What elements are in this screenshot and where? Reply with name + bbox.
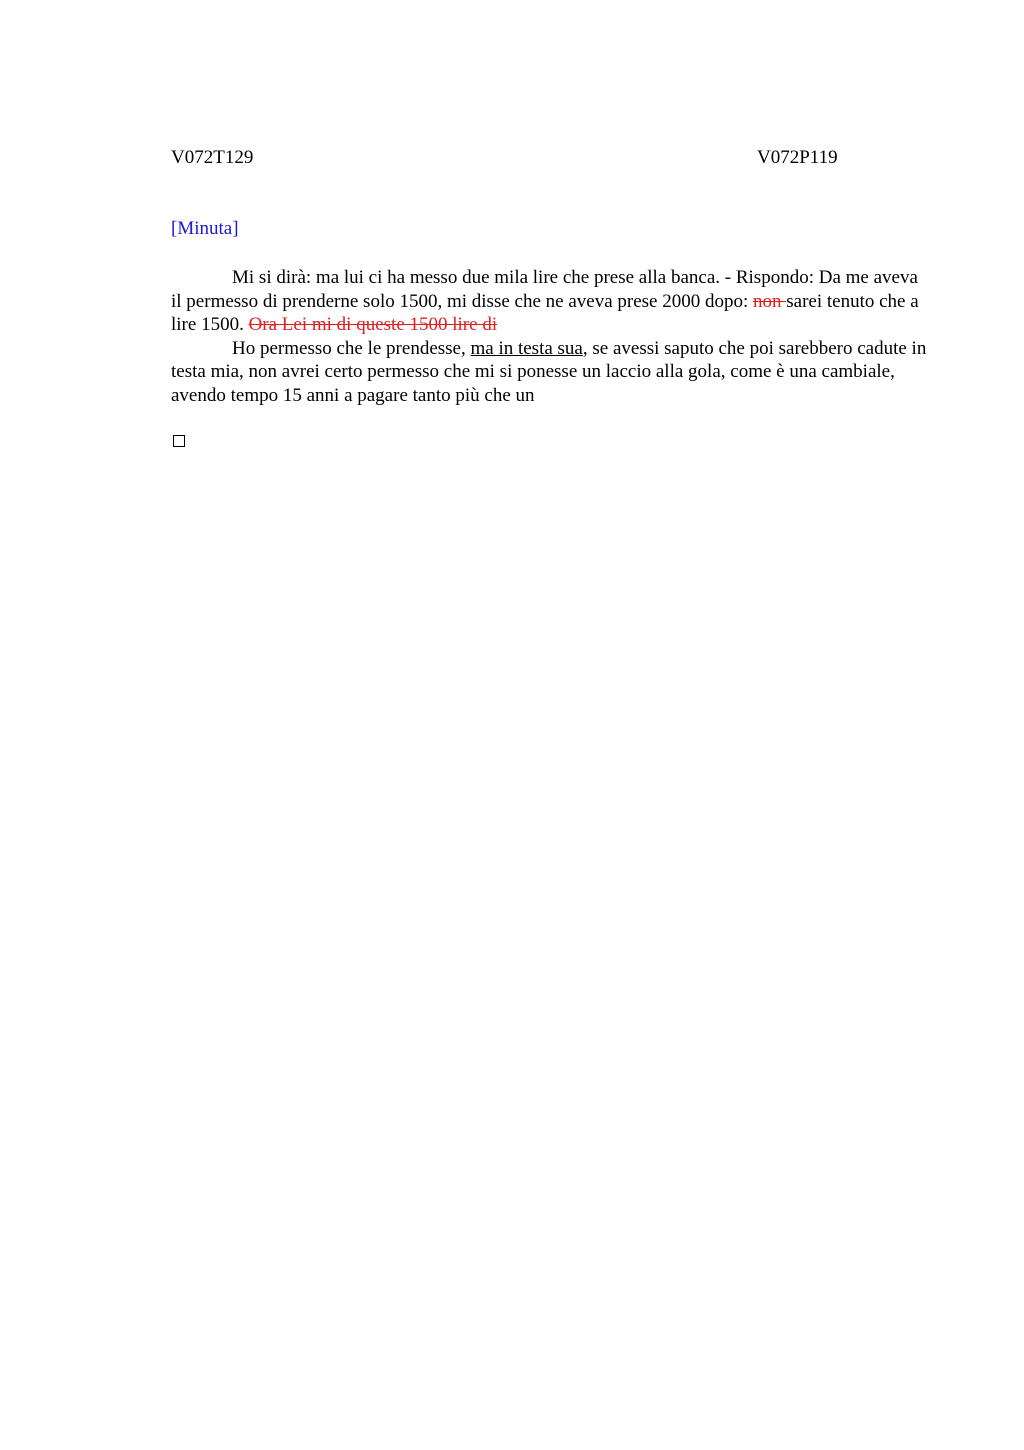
underlined-text: ma in testa sua bbox=[470, 337, 583, 359]
body-text bbox=[171, 266, 927, 407]
paragraph-1 bbox=[171, 266, 927, 337]
paragraph-1-text-a: Mi si dirà: ma lui ci ha messo due mila lire che prese alla banca. - Rispondo: Da me aveva il permesso di prenderne solo 1500, mi disse che ne aveva prese 2000 dopo: bbox=[171, 267, 918, 312]
paragraph-1-text-b: sarei tenuto che a lire 1500. bbox=[171, 290, 919, 335]
paragraph-2 bbox=[171, 337, 927, 408]
deleted-text-2: Ora Lei mi di queste 1500 lire di bbox=[248, 314, 498, 335]
page-header bbox=[171, 146, 851, 170]
document-code-right: V072P119 bbox=[757, 147, 838, 168]
deleted-text-1: non bbox=[753, 290, 787, 312]
document-code-left: V072T129 bbox=[171, 147, 254, 168]
square-outline-icon bbox=[173, 435, 185, 447]
paragraph-2-text-b: , se avessi saputo che poi sarebbero cadute in testa mia, non avrei certo permesso che mi si ponesse un laccio alla gola, come è una cambiale, avendo tempo 15 anni a pagare tanto più che un bbox=[171, 337, 927, 406]
section-label: [Minuta] bbox=[171, 218, 239, 239]
paragraph-2-text-a: Ho permesso che le prendesse, bbox=[232, 337, 471, 359]
